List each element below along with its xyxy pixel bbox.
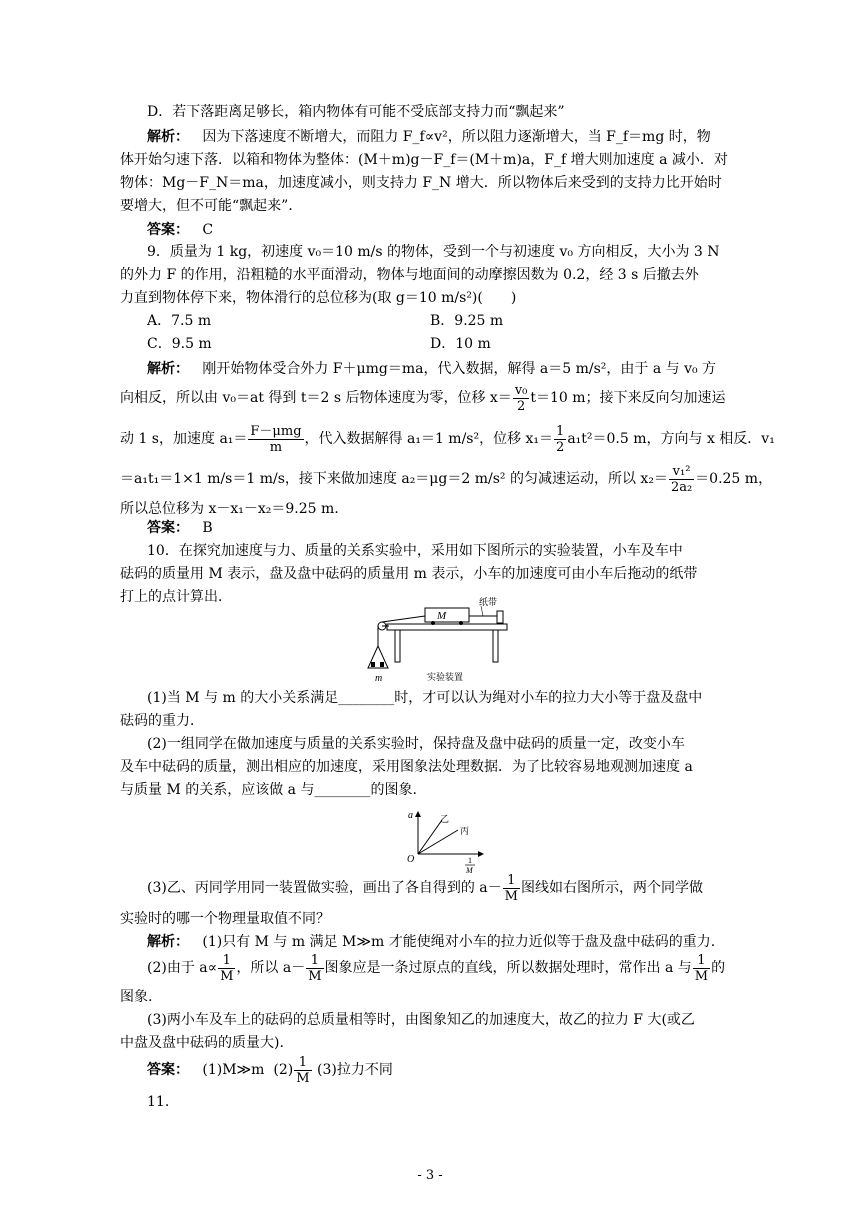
- numerator: 1: [556, 423, 565, 439]
- q8-option-d: D．若下落距离足够长，箱内物体有可能不受底部支持力而“飘起来”: [147, 104, 565, 120]
- denominator: M: [504, 888, 518, 904]
- answer-label: 答案：: [147, 1062, 189, 1078]
- a-vs-inverse-m-graph: [402, 810, 486, 874]
- numerator: v₀: [514, 382, 528, 398]
- q9-option-c: C．9.5 m: [147, 336, 212, 352]
- q8-analysis-line: 要增大，但不可能“飘起来”．: [120, 198, 303, 214]
- q10-sub1-line: 砝码的重力．: [120, 713, 204, 729]
- denominator: M: [308, 968, 322, 984]
- cart: [425, 608, 469, 622]
- numerator: 1: [306, 953, 323, 969]
- q8-answer: C: [202, 222, 214, 238]
- q9-option-a: A．7.5 m: [147, 313, 212, 329]
- x-axis-numerator: 1: [468, 856, 472, 865]
- q10-analysis-text: (1)只有 M 与 m 满足 M≫m 才能使绳对小车的拉力近似等于盘及盘中砝码的重力.: [202, 934, 716, 950]
- q10-analysis-text: 图象应是一条过原点的直线，所以数据处理时，常作出 a 与: [324, 960, 692, 976]
- fraction: [554, 424, 566, 455]
- line-bing-label: 丙: [460, 827, 470, 837]
- denominator: M: [296, 1070, 310, 1086]
- origin-label: O: [407, 854, 415, 865]
- q9-analysis-line: 所以总位移为 x－x₁－x₂＝9.25 m.: [120, 501, 339, 517]
- q9-analysis-line: [120, 421, 775, 457]
- line-bing: [418, 830, 458, 854]
- apparatus-figure: [365, 596, 521, 684]
- q10-analysis-line: 中盘及盘中砝码的质量大).: [120, 1035, 284, 1051]
- q10-stem-line: 10．在探究加速度与力、质量的关系实验中，采用如下图所示的实验装置，小车及车中: [147, 543, 683, 559]
- denominator: 2: [516, 398, 526, 414]
- denominator: m: [269, 439, 283, 455]
- figure-caption: 实验装置: [427, 673, 464, 683]
- weight: [371, 662, 375, 667]
- numerator: 1: [693, 953, 710, 969]
- fraction: [248, 424, 303, 455]
- q9-option-b: B．9.25 m: [430, 313, 504, 329]
- table-leg: [493, 630, 498, 662]
- q9-analysis-text: ＝a₁t₁＝1×1 m/s＝1 m/s，接下来做加速度 a₂＝μg＝2 m/s² 的匀减速运动，所以 x₂＝: [120, 471, 668, 487]
- pan-label: m: [375, 673, 383, 684]
- cart-label: M: [437, 610, 447, 622]
- q10-analysis-line: [147, 932, 742, 952]
- fraction: [218, 953, 235, 984]
- q10-sub2-line: 及车中砝码的质量，测出相应的加速度，采用图象法处理数据．为了比较容易地观测加速度 a: [120, 759, 693, 775]
- q9-answer: B: [202, 520, 213, 536]
- fraction: [306, 953, 323, 984]
- q10-answer-2: (2): [273, 1062, 294, 1078]
- q9-stem-line: 的外力 F 的作用，沿粗糙的水平面滑动，物体与地面间的动摩擦因数为 0.2，经 3 s 后撤去外: [120, 267, 699, 283]
- analysis-label: 解析：: [147, 129, 189, 145]
- fraction: [503, 873, 520, 904]
- q9-stem-line: 9．质量为 1 kg，初速度 v₀＝10 m/s 的物体，受到一个与初速度 v₀ 方向相反，大小为 3 N: [147, 244, 720, 260]
- fraction: [693, 953, 710, 984]
- q9-option-d: D．10 m: [430, 336, 491, 352]
- q8-analysis-text: 因为下落速度不断增大，而阻力 F_f∝v²，所以阻力逐渐增大，当 F_f＝mg 时，物: [202, 129, 711, 145]
- q10-sub3-text: 图线如右图所示，两个同学做: [520, 880, 703, 896]
- answer-label: 答案：: [147, 520, 189, 536]
- q9-analysis-line: [120, 461, 773, 497]
- numerator: v₁²: [669, 464, 694, 480]
- wheel: [459, 621, 463, 625]
- q9-analysis-line: [147, 359, 742, 379]
- y-axis-label: a: [408, 810, 413, 821]
- numerator: F－μmg: [250, 423, 302, 439]
- table-leg: [395, 630, 400, 662]
- numerator: 1: [218, 953, 235, 969]
- numerator: 1: [503, 873, 520, 889]
- q9-analysis-text: a₁t²＝0.5 m，方向与 x 相反．v₁: [567, 431, 775, 447]
- q8-analysis-line: 体开始匀速下落．以箱和物体为整体：(M＋m)g－F_f＝(M＋m)a，F_f 增大则加速度 a 减小．对: [120, 152, 728, 168]
- q9-answer-line: [147, 518, 742, 538]
- denominator: M: [220, 968, 234, 984]
- q9-analysis-line: [120, 380, 742, 416]
- q10-sub3-line: 实验时的哪一个物理量取值不同？: [120, 911, 330, 927]
- string: [382, 616, 425, 622]
- q10-stem-line: 打上的点计算出．: [120, 589, 232, 605]
- q10-answer-line: [147, 1052, 742, 1088]
- q10-analysis-text: 的: [711, 960, 726, 976]
- denominator: M: [694, 968, 709, 984]
- tape-label: 纸带: [479, 598, 498, 608]
- y-axis-arrow: [415, 811, 421, 817]
- timer: [497, 611, 503, 623]
- fraction: [513, 383, 530, 414]
- page-number: - 3 -: [417, 1168, 443, 1183]
- fraction: [669, 464, 694, 495]
- weight: [380, 662, 384, 667]
- analysis-label: 解析：: [147, 361, 189, 377]
- x-axis-arrow: [478, 851, 484, 857]
- numerator: 1: [294, 1055, 311, 1071]
- q11-number: 11.: [147, 1094, 170, 1110]
- q9-analysis-text: 向相反，所以由 v₀＝at 得到 t＝2 s 后物体速度为零，位移 x＝: [120, 390, 512, 406]
- q10-sub1-line: (1)当 M 与 m 的大小关系满足________时，才可以认为绳对小车的拉力大小等于盘及盘中: [147, 690, 703, 706]
- q10-analysis-line: (3)两小车及车上的砝码的总质量相等时，由图象知乙的加速度大，故乙的拉力 F 大(或乙: [147, 1012, 695, 1028]
- q10-answer-1: (1)M≫m: [202, 1062, 265, 1078]
- q8-answer-line: [147, 220, 742, 240]
- q8-analysis-line: 物体：Mg－F_N＝ma，加速度减小，则支持力 F_N 增大．所以物体后来受到的支持力比开始时: [120, 175, 722, 191]
- q9-analysis-text: t＝10 m；接下来反向匀加速运: [530, 390, 726, 406]
- q10-sub3-line: [147, 870, 742, 906]
- q10-sub3-text: (3)乙、丙同学用同一装置做实验，画出了各自得到的 a－: [147, 880, 502, 896]
- answer-label: 答案：: [147, 222, 189, 238]
- line-yi: [418, 820, 442, 854]
- q9-analysis-text: 刚开始物体受合外力 F＋μmg＝ma，代入数据，解得 a＝5 m/s²，由于 a 与 v₀ 方: [202, 361, 717, 377]
- analysis-label: 解析：: [147, 934, 189, 950]
- q9-analysis-text: ＝0.25 m，: [695, 471, 773, 487]
- q8-analysis-line: [147, 127, 742, 147]
- q10-sub2-line: (2)一组同学在做加速度与质量的关系实验时，保持盘及盘中砝码的质量一定，改变小车: [147, 736, 685, 752]
- q10-stem-line: 砝码的质量用 M 表示，盘及盘中砝码的质量用 m 表示，小车的加速度可由小车后拖动的纸带: [120, 566, 698, 582]
- q9-stem-line: 力直到物体停下来，物体滑行的总位移为(取 g＝10 m/s²)( ): [120, 290, 517, 306]
- q10-answer-3: (3)拉力不同: [316, 1062, 393, 1078]
- x-axis-denominator: M: [466, 866, 473, 874]
- wheel: [431, 621, 435, 625]
- denominator: 2: [556, 439, 565, 455]
- denominator: 2a₂: [670, 479, 693, 495]
- q10-analysis-text: ，所以 a－: [236, 960, 306, 976]
- q10-sub2-line: 与质量 M 的关系，应该做 a 与________的图象.: [120, 782, 417, 798]
- q10-analysis-text: (2)由于 a∝: [147, 960, 218, 976]
- table-top: [387, 624, 507, 630]
- q10-analysis-line: [147, 950, 742, 986]
- q9-analysis-text: 动 1 s，加速度 a₁＝: [120, 431, 248, 447]
- q10-analysis-line: 图象.: [120, 989, 153, 1005]
- fraction: [294, 1055, 311, 1086]
- q9-analysis-text: ，代入数据解得 a₁＝1 m/s²，位移 x₁＝: [304, 431, 554, 447]
- line-yi-label: 乙: [440, 815, 450, 825]
